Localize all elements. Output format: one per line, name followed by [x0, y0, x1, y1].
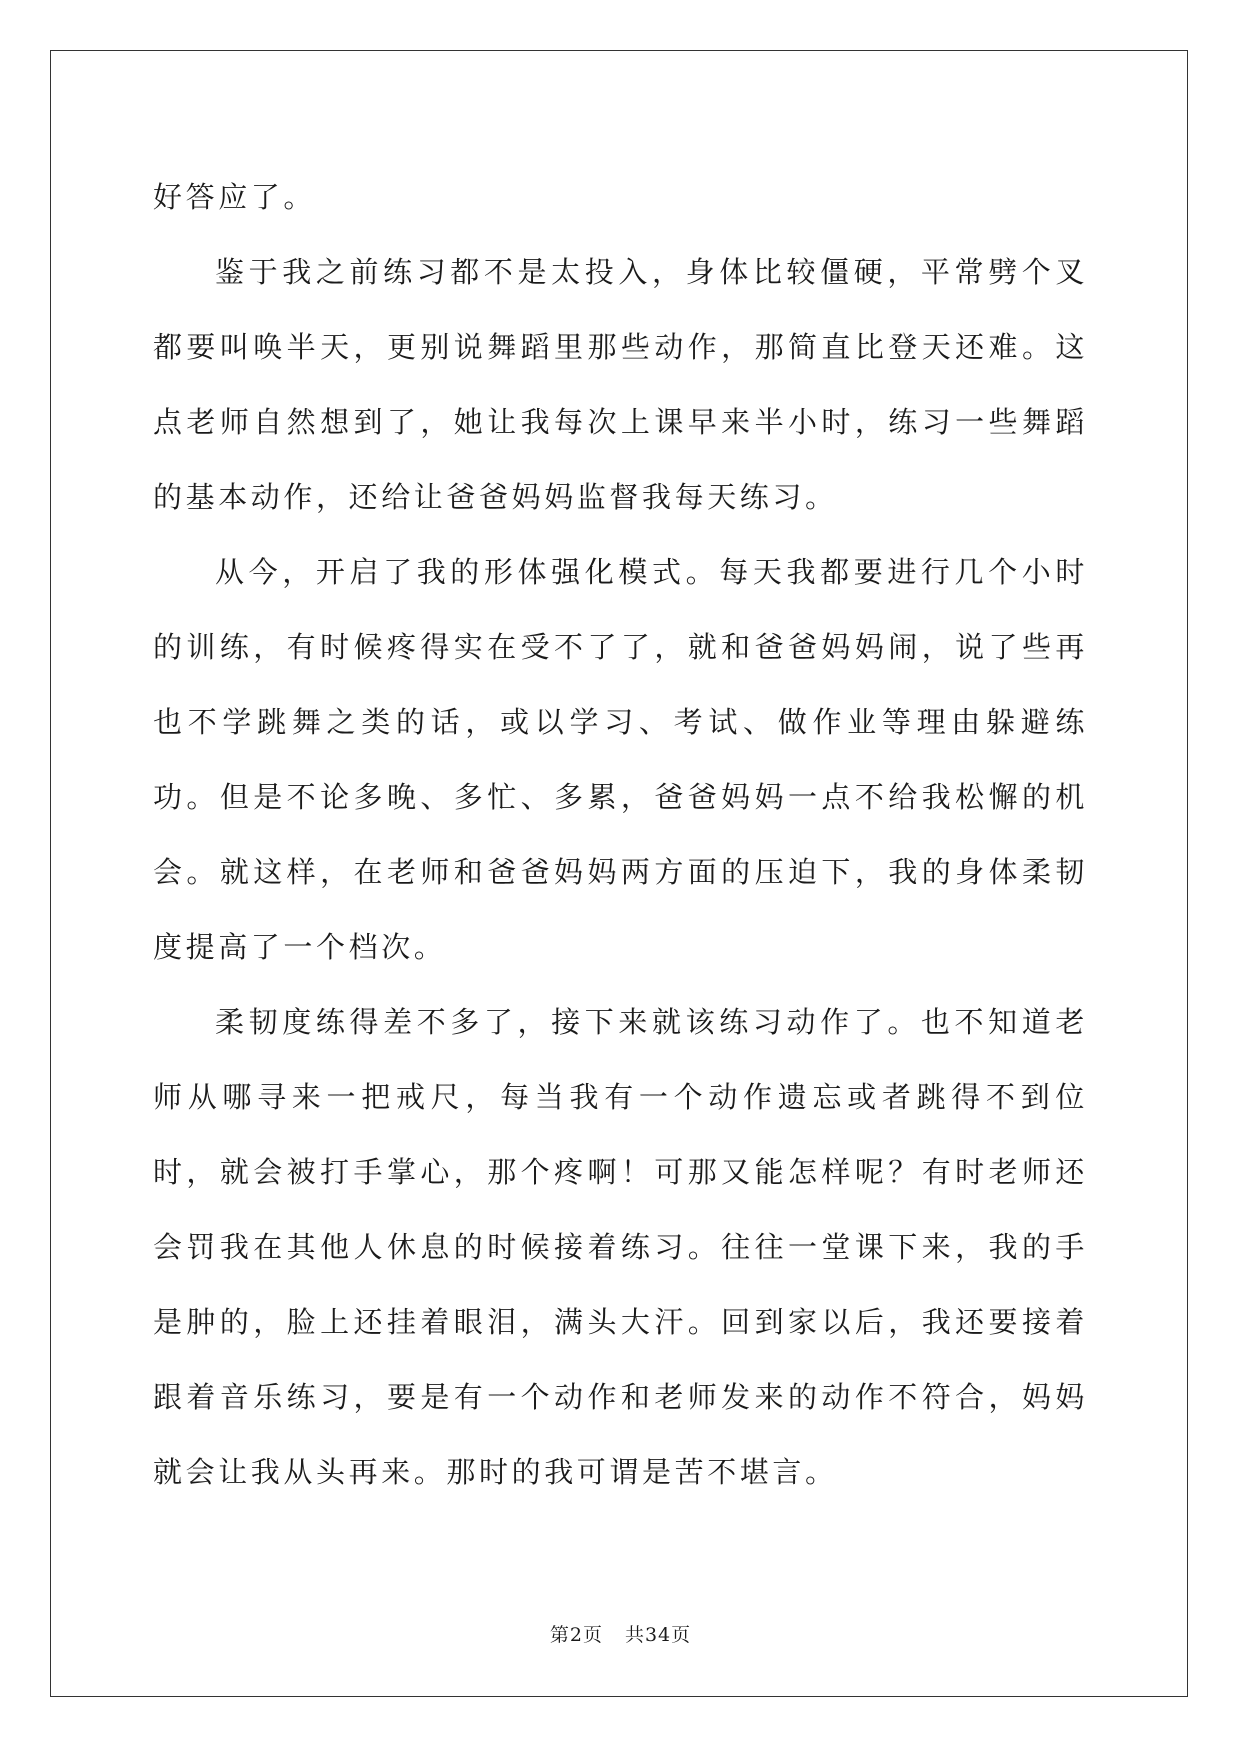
paragraph-4: 柔韧度练得差不多了，接下来就该练习动作了。也不知道老师从哪寻来一把戒尺，每当我有一个动作遗忘或者跳得不到位时，就会被打手掌心，那个疼啊！可那又能怎样呢？有时老师还会罚我在其他人休息的时候接着练习。往往一堂课下来，我的手是肿的，脸上还挂着眼泪，满头大汗。回到家以后，我还要接着跟着音乐练习，要是有一个动作和老师发来的动作不符合，妈妈就会让我从头再来。那时的我可谓是苦不堪言。	[153, 1005, 1088, 1489]
page-footer	[0, 1620, 1241, 1647]
paragraph-3: 从今，开启了我的形体强化模式。每天我都要进行几个小时的训练，有时候疼得实在受不了了，就和爸爸妈妈闹，说了些再也不学跳舞之类的话，或以学习、考试、做作业等理由躲避练功。但是不论多晚、多忙、多累，爸爸妈妈一点不给我松懈的机会。就这样，在老师和爸爸妈妈两方面的压迫下，我的身体柔韧度提高了一个档次。	[153, 555, 1088, 964]
page-number: 第2页	[549, 1624, 603, 1646]
document-body	[153, 160, 1088, 1510]
paragraph-1: 好答应了。	[153, 180, 317, 214]
page-total: 共34页	[624, 1624, 692, 1646]
paragraph-2: 鉴于我之前练习都不是太投入，身体比较僵硬，平常劈个叉都要叫唤半天，更别说舞蹈里那些动作，那简直比登天还难。这点老师自然想到了，她让我每次上课早来半小时，练习一些舞蹈的基本动作，还给让爸爸妈妈监督我每天练习。	[153, 255, 1088, 514]
